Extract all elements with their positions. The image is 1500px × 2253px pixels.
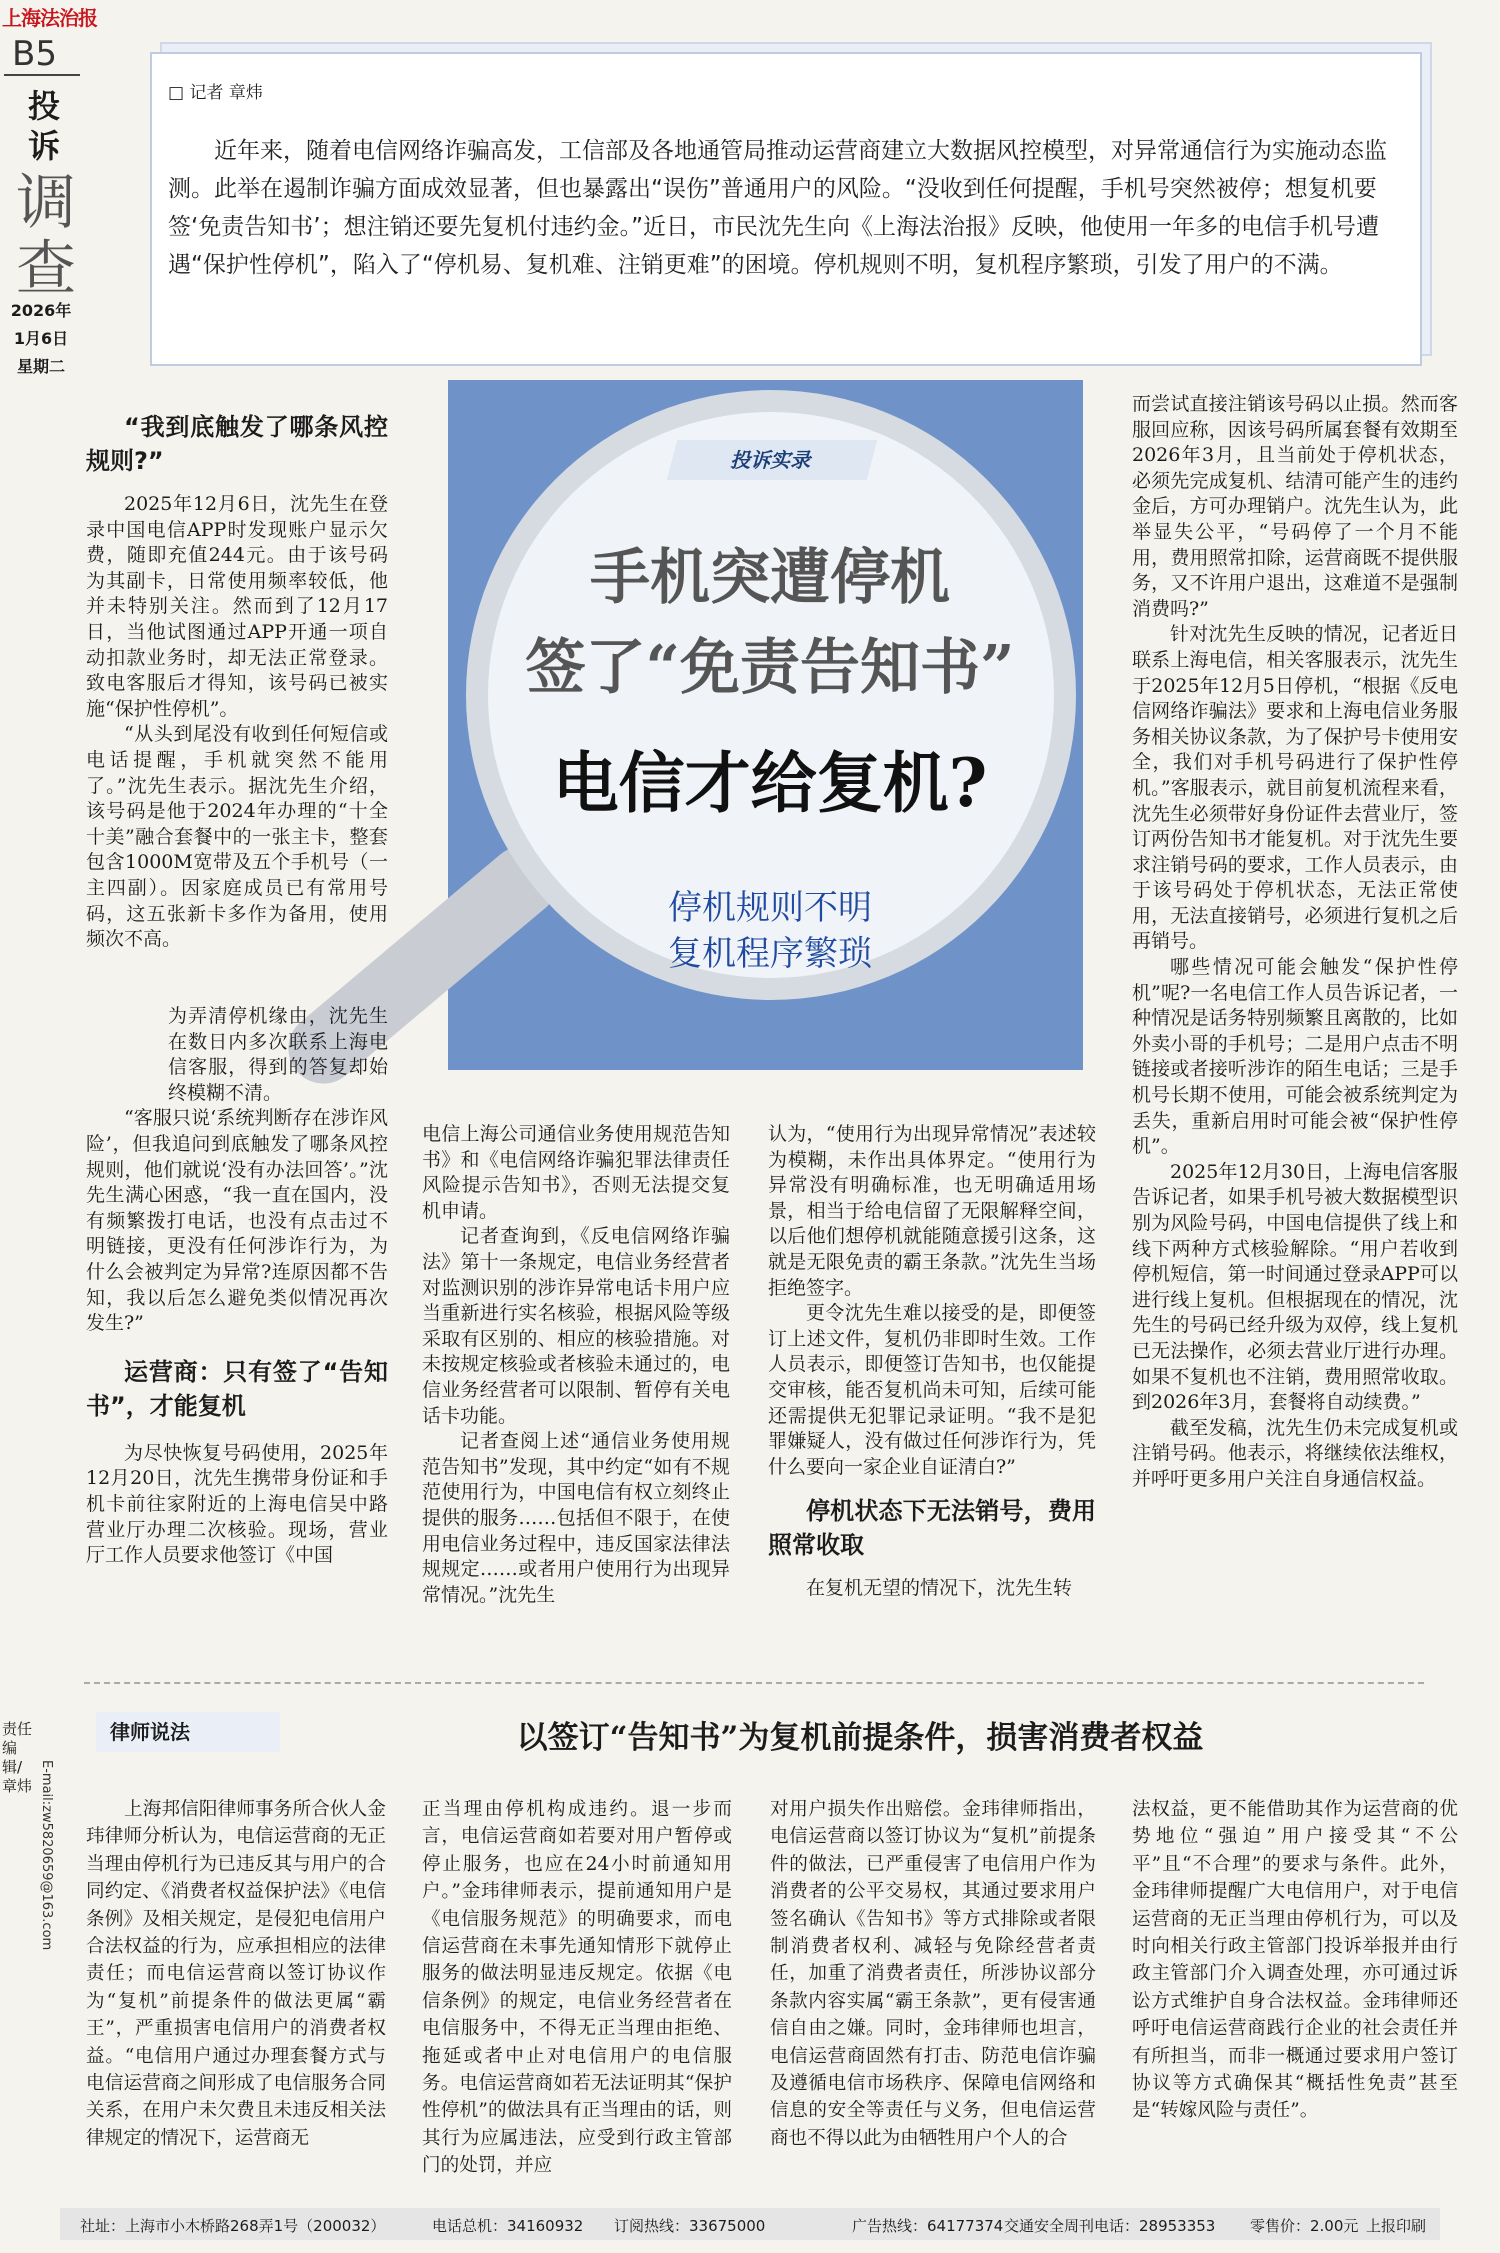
paragraph: 对用户损失作出赔偿。金玮律师指出，电信运营商以签订协议为“复机”前提条件的做法，已严重侵害了电信用户作为消费者的公平交易权，其通过要求用户签名确认《告知书》等方式排除或者限制消费者权利、减轻与免除经营者责任，加重了消费者责任，所涉协议部分条款内容实属“霸王条款”，更有侵害通信自由之嫌。同时，金玮律师也坦言，电信运营商固然有打击、防范电信诈骗及遵循电信市场秩序、保障电信网络和信息的安全等责任与义务，但电信运营商也不得以此为由牺牲用户个人的合 bbox=[770, 1799, 1096, 2149]
subheadline-1: 停机规则不明 bbox=[668, 888, 872, 928]
section-divider bbox=[84, 1682, 1424, 1684]
page-number: B5 bbox=[12, 34, 57, 74]
paragraph: 电信上海公司通信业务使用规范告知书》和《电信网络诈骗犯罪法律责任风险提示告知书》，否则无法提交复机申请。 bbox=[422, 1123, 730, 1222]
section-name-top: 投诉 bbox=[28, 87, 61, 165]
reporter-byline: □ 记者 章炜 bbox=[168, 83, 263, 103]
lawyer-column-2 bbox=[422, 1796, 732, 2180]
lawyer-column-4 bbox=[1132, 1796, 1458, 2125]
footer-phone: 电话总机：34160932 bbox=[432, 2217, 584, 2235]
paragraph: 记者查阅上述“通信业务使用规范告知书”发现，其中约定“如有不规范使用行为，中国电信有权立刻终止提供的服务……包括但不限于，在使用电信业务过程中，违反国家法律法规规定……或者用户使用行为出现异常情况。”沈先生 bbox=[422, 1430, 730, 1606]
headline-line-1: 手机突遭停机 bbox=[590, 543, 950, 613]
intro-text: 近年来，随着电信网络诈骗高发，工信部及各地通管局推动运营商建立大数据风控模型，对异常通信行为实施动态监测。此举在遏制诈骗方面成效显著，但也暴露出“误伤”普通用户的风险。“没收到任何提醒，手机号突然被停；想复机要签‘免责告知书’；想注销还要先复机付违约金。”近日，市民沈先生向《上海法治报》反映，他使用一年多的电信手机号遭遇“保护性停机”，陷入了“停机易、复机难、注销更难”的困境。停机规则不明，复机程序繁琐，引发了用户的不满。 bbox=[168, 138, 1387, 278]
column-subhead: 运营商：只有签了“告知书”，才能复机 bbox=[86, 1357, 388, 1420]
paragraph: 针对沈先生反映的情况，记者近日联系上海电信，相关客服表示，沈先生于2025年12月5日停机，“根据《反电信网络诈骗法》要求和上海电信业务服务相关协议条款，为了保护号卡使用安全，我们对手机号码进行了保护性停机。”客服表示，就目前复机流程来看，沈先生必须带好身份证件去营业厅，签订两份告知书才能复机。对于沈先生要求注销号码的要求，工作人员表示，由于该号码处于停机状态，无法正常使用，无法直接销号，必须进行复机之后再销号。 bbox=[1132, 623, 1458, 953]
footer-ads: 广告热线：64177374 bbox=[852, 2217, 1004, 2235]
paragraph: 而尝试直接注销该号码以止损。然而客服回应称，因该号码所属套餐有效期至2026年3月，且当前处于停机状态，必须先完成复机、结清可能产生的违约金后，方可办理销户。沈先生认为，此举显失公平，“号码停了一个月不能用，费用照常扣除，运营商既不提供服务，又不许用户退出，这难道不是强制消费吗?” bbox=[1132, 393, 1458, 620]
footer-printer: 上报印刷 bbox=[1366, 2217, 1427, 2235]
paragraph: 在复机无望的情况下，沈先生转 bbox=[806, 1577, 1073, 1600]
paragraph: “从头到尾没有收到任何短信或电话提醒，手机就突然不能用了。”沈先生表示。据沈先生介绍，该号码是他于2024年办理的“十全十美”融合套餐中的一张主卡，整套包含1000M宽带及五个手机号（一主四副）。因家庭成员已有常用号码，这五张新卡多作为备用，使用频次不高。 bbox=[86, 723, 388, 951]
article-column-1-top bbox=[86, 410, 388, 953]
page-number-rule bbox=[4, 74, 80, 76]
article-column-1-bottom bbox=[86, 1004, 388, 1569]
footer-price: 零售价：2.00元 bbox=[1250, 2217, 1359, 2235]
issue-weekday: 星期二 bbox=[16, 357, 65, 376]
paragraph: 2025年12月6日，沈先生在登录中国电信APP时发现账户显示欠费，随即充值244元。由于该号码为其副卡，日常使用频率较低，他并未特别关注。然而到了12月17日，当他试图通过APP开通一项自动扣款业务时，却无法正常登录。致电客服后才得知，该号码已被实施“保护性停机”。 bbox=[86, 493, 388, 720]
masthead-strip bbox=[0, 0, 97, 2253]
footer-bar bbox=[60, 2208, 1440, 2240]
lawyer-section-tag: 律师说法 bbox=[96, 1712, 280, 1752]
lawyer-column-1 bbox=[86, 1796, 386, 2152]
paragraph: 哪些情况可能会触发“保护性停机”呢?一名电信工作人员告诉记者，一种情况是话务特别频繁且离散的，比如外卖小哥的手机号；二是用户点击不明链接或者接听涉诈的陌生电话；三是手机号长期不使用，可能会被系统判定为丢失，重新启用时可能会被“保护性停机”。 bbox=[1132, 956, 1458, 1158]
footer-address: 社址：上海市小木桥路268弄1号（200032） bbox=[80, 2217, 386, 2235]
paragraph: 2025年12月30日，上海电信客服告诉记者，如果手机号被大数据模型识别为风险号码，中国电信提供了线上和线下两种方式核验解除。“用户若收到停机短信，第一时间通过登录APP可以进行线上复机。但根据现在的情况，沈先生的号码已经升级为双停，线上复机已无法操作，必须去营业厅进行办理。如果不复机也不注销，费用照常收取。到2026年3月，套餐将自动续费。” bbox=[1132, 1160, 1458, 1414]
article-column-2 bbox=[422, 1122, 730, 1608]
footer-traffic: 交通安全周刊电话：28953353 bbox=[1004, 2217, 1216, 2235]
lawyer-column-3 bbox=[770, 1796, 1096, 2152]
column-subhead: “我到底触发了哪条风控规则?” bbox=[86, 413, 388, 475]
paragraph: 为尽快恢复号码使用，2025年12月20日，沈先生携带身份证和手机卡前往家附近的上海电信吴中路营业厅办理二次核验。现场，营业厅工作人员要求他签订《中国 bbox=[86, 1441, 388, 1567]
issue-date: 1月6日 bbox=[13, 329, 69, 348]
paragraph: 正当理由停机构成违约。退一步而言，电信运营商如若要对用户暂停或停止服务，也应在24小时前通知用户。”金玮律师表示，提前通知用户是《电信服务规范》的明确要求，而电信运营商在未事先通知情形下就停止服务的做法明显违反规定。依据《电信条例》的规定，电信业务经营者在电信服务中，不得无正当理由拒绝、拖延或者中止对电信用户的电信服务。电信运营商如若无法证明其“保护性停机”的做法具有正当理由的话，则其行为应属违法，应受到行政主管部门的处罚，并应 bbox=[422, 1799, 732, 2177]
paragraph: 为弄清停机缘由，沈先生在数日内多次联系上海电信客服，得到的答复却始终模糊不清。 bbox=[168, 1005, 388, 1104]
feature-tag: 投诉实录 bbox=[667, 440, 878, 480]
paragraph: 截至发稿，沈先生仍未完成复机或注销号码。他表示，将继续依法维权，并呼吁更多用户关注自身通信权益。 bbox=[1132, 1416, 1458, 1490]
subheadline-2: 复机程序繁琐 bbox=[668, 934, 872, 974]
paragraph: 法权益，更不能借助其作为运营商的优势地位“强迫”用户接受其“不公平”且“不合理”的要求与条件。此外，金玮律师提醒广大电信用户，对于电信运营商的无正当理由停机行为，可以及时向相关行政主管部门投诉举报并由行政主管部门介入调查处理，亦可通过诉讼方式维护自身合法权益。金玮律师还呼吁电信运营商践行企业的社会责任并有所担当，而非一概通过要求用户签订协议等方式确保其“概括性免责”甚至是“转嫁风险与责任”。 bbox=[1132, 1799, 1458, 2122]
headline-line-3: 电信才给复机? bbox=[552, 744, 988, 822]
paragraph: 更令沈先生难以接受的是，即便签订上述文件，复机仍非即时生效。工作人员表示，即便签订告知书，也仅能提交审核，能否复机尚未可知，后续可能还需提供无犯罪记录证明。“我不是犯罪嫌疑人，没有做过任何涉诈行为，凭什么要向一家企业自证清白?” bbox=[768, 1302, 1096, 1478]
paragraph: 上海邦信阳律师事务所合伙人金玮律师分析认为，电信运营商的无正当理由停机行为已违反其与用户的合同约定、《消费者权益保护法》《电信条例》及相关规定，是侵犯电信用户合法权益的行为，应承担相应的法律责任；而电信运营商以签订协议作为“复机”前提条件的做法更属“霸王”，严重损害电信用户的消费者权益。“电信用户通过办理套餐方式与电信运营商之间形成了电信服务合同关系，在用户未欠费且未违反相关法律规定的情况下，运营商无 bbox=[86, 1799, 386, 2149]
footer-subscription: 订阅热线：33675000 bbox=[614, 2217, 766, 2235]
issue-year: 2026年 bbox=[10, 301, 72, 320]
paragraph: 认为，“使用行为出现异常情况”表述较为模糊，未作出具体界定。“使用行为异常没有明确标准，也无明确适用场景，相当于给电信留了无限解释空间，以后他们想停机就能随意援引这条，这就是无限免责的霸王条款。”沈先生当场拒绝签字。 bbox=[768, 1123, 1096, 1299]
section-name-bottom: 调查 bbox=[16, 168, 76, 304]
editor-credit: 责任编辑/章炜 bbox=[2, 1720, 33, 1795]
lawyer-section-title: 以签订“告知书”为复机前提条件，损害消费者权益 bbox=[516, 1720, 1204, 1756]
column-subhead: 停机状态下无法销号，费用照常收取 bbox=[768, 1497, 1096, 1560]
newspaper-logo: 上海法治报 bbox=[2, 6, 97, 30]
headline-line-2: 签了“免责告知书” bbox=[525, 633, 1015, 703]
article-column-4 bbox=[1132, 392, 1458, 1493]
paragraph: 记者查询到，《反电信网络诈骗法》第十一条规定，电信业务经营者对监测识别的涉诈异常电话卡用户应当重新进行实名核验，根据风险等级采取有区别的、相应的核验措施。对未按规定核验或者核验未通过的，电信业务经营者可以限制、暂停有关电话卡功能。 bbox=[422, 1225, 730, 1427]
editor-email: E-mail:zw5820659@163.com bbox=[39, 1760, 54, 1951]
paragraph: “客服只说‘系统判断存在涉诈风险’，但我追问到底触发了哪条风控规则，他们就说‘没有办法回答’。”沈先生满心困惑，“我一直在国内，没有频繁拨打电话，也没有点击过不明链接，更没有任何涉诈行为，为什么会被判定为异常?连原因都不告知，我以后怎么避免类似情况再次发生?” bbox=[86, 1107, 388, 1335]
article-column-3 bbox=[768, 1122, 1096, 1602]
